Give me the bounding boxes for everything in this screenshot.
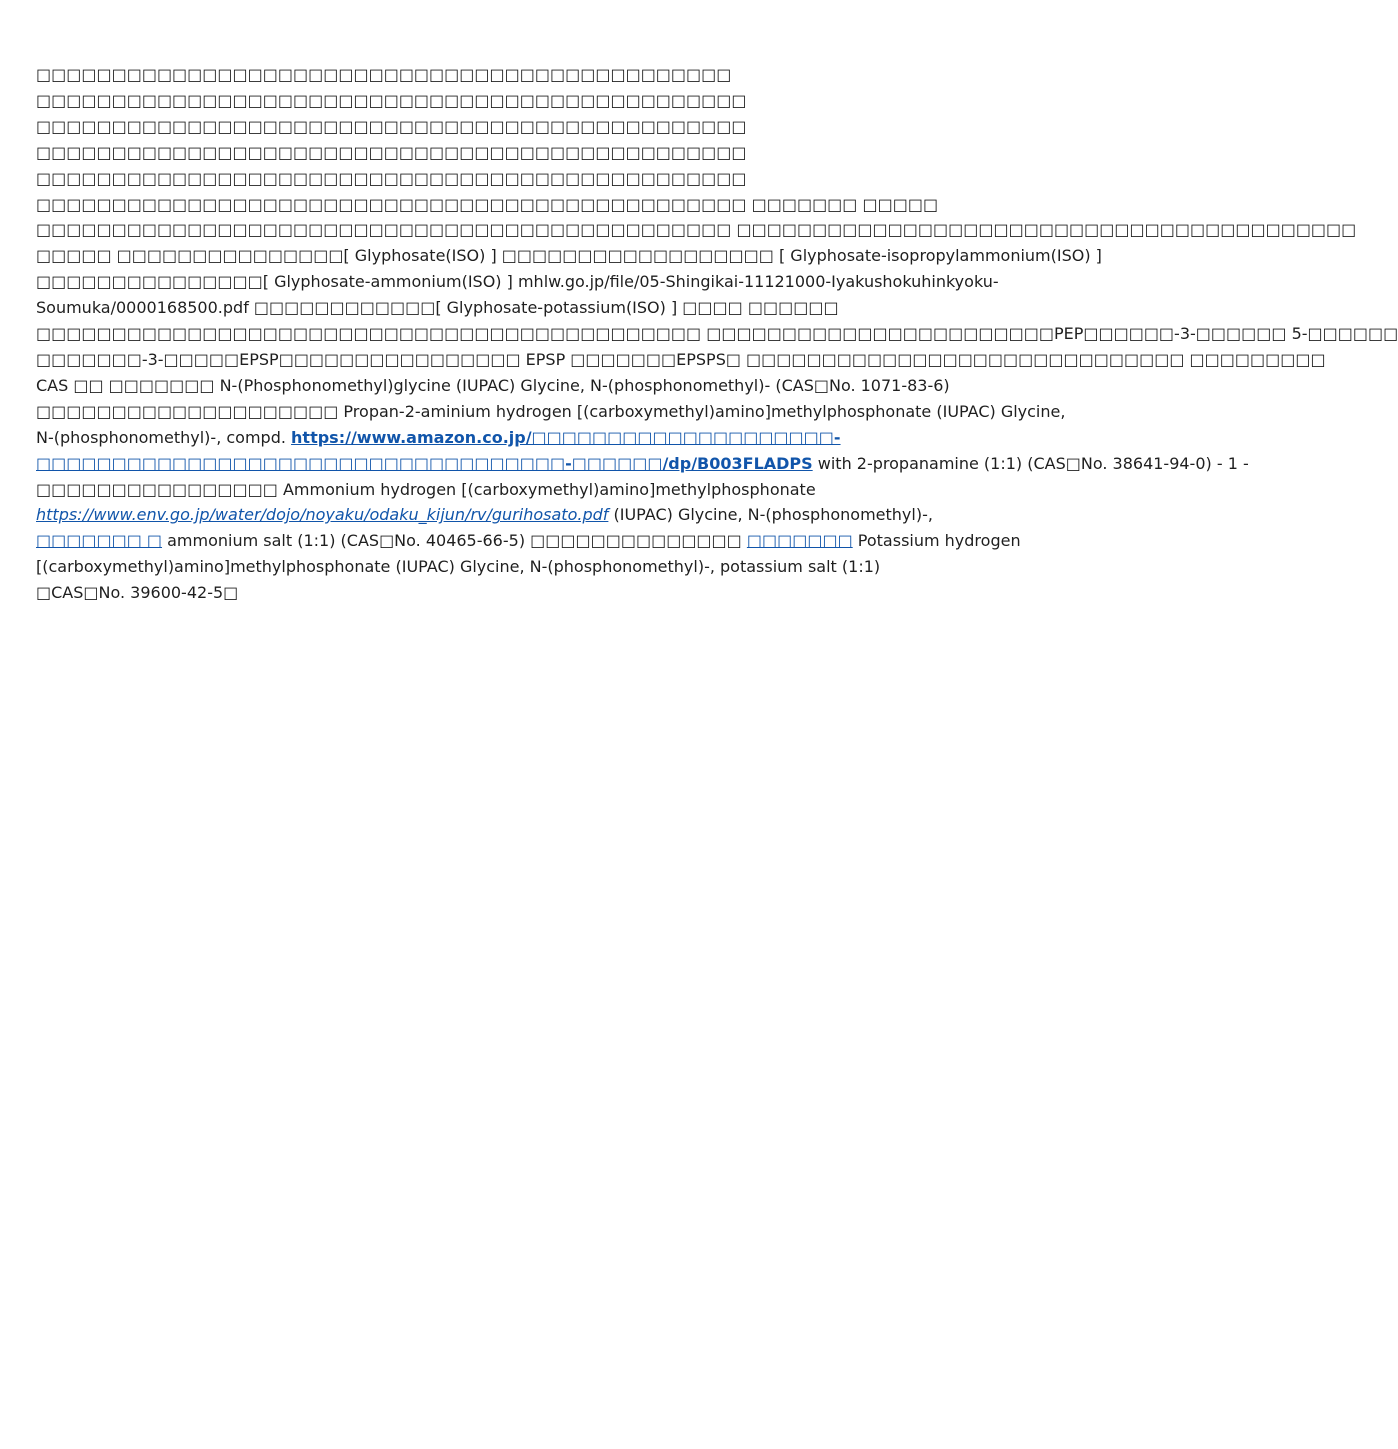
inline-link[interactable]: □□□□□□□ [746, 531, 853, 551]
text-line: □□□□□□□□□□□□□□□□ Ammonium hydrogen [(carboxymethyl)amino]methylphosphonate [36, 479, 816, 499]
text-line: □□□□□□□□□□□□□□□□□□□□□□□□□□□□□□□□□□□□□□□□□□□□□□□ [36, 142, 747, 162]
text-line: □□□□□□□□□□□□□□□□□□□□□□□□□□□□□□□□□□□□□□□□□□□□ □□□□□□□□□□□□□□□□□□□□□□□PEP□□□□□□-3-□□□□□□ 5-□□□□□□ [36, 324, 1398, 344]
text-line: □□□□□□□□□□□□□□□[ Glyphosate-ammonium(ISO) ] mhlw.go.jp/file/05-Shingikai-11121000-Iyakushokuhinkyoku- [36, 272, 999, 292]
text-segment: with 2-propanamine (1:1) (CAS□No. 38641-94-0) - 1 - [812, 453, 1249, 473]
text-line [36, 425, 994, 451]
text-line: □□□□□□□□□□□□□□□□□□□□□□□□□□□□□□□□□□□□□□□□□□□□□□ □□□□□□□□□□□□□□□□□□□□□□□□□□□□□□□□□□□□□□□□□ [36, 220, 1357, 240]
text-line [36, 502, 994, 528]
text-line: □□□□□□□□□□□□□□□□□□□□□□□□□□□□□□□□□□□□□□□□□□□□□□□ [36, 90, 747, 110]
text-line: □□□□□□□□□□□□□□□□□□□□□□□□□□□□□□□□□□□□□□□□□□□□□□□ □□□□□□□ □□□□□ [36, 194, 939, 214]
text-line: □□□□□□□□□□□□□□□□□□□□□□□□□□□□□□□□□□□□□□□□□□□□□□□ [36, 116, 747, 136]
text-line: □□□□□□□□□□□□□□□□□□□□□□□□□□□□□□□□□□□□□□□□□□□□□□□ [36, 168, 747, 188]
text-line: [(carboxymethyl)amino]methylphosphonate (IUPAC) Glycine, N-(phosphonomethyl)-, potassium salt (1:1) [36, 557, 881, 577]
document-body [36, 62, 1398, 606]
text-line: □□□□□□□□□□□□□□□□□□□□ Propan-2-aminium hydrogen [(carboxymethyl)amino]methylphosphonate (IUPAC) Glycine, [36, 401, 1066, 421]
text-line: □CAS□No. 39600-42-5□ [36, 583, 239, 603]
amazon-link[interactable]: https://www.amazon.co.jp/□□□□□□□□□□□□□□□□□□□□- [291, 427, 841, 447]
text-line: □□□□□ □□□□□□□□□□□□□□□[ Glyphosate(ISO) ] □□□□□□□□□□□□□□□□□□ [ Glyphosate-isopropylammonium(ISO) ] [36, 246, 1102, 266]
text-line [36, 528, 1021, 554]
text-segment: Potassium hydrogen [852, 531, 1021, 551]
env-pdf-link[interactable]: https://www.env.go.jp/water/dojo/noyaku/odaku_kijun/rv/gurihosato.pdf [36, 505, 609, 525]
text-line [36, 451, 1249, 477]
text-segment: (IUPAC) Glycine, N-(phosphonomethyl)-, [608, 505, 933, 525]
text-line: Soumuka/0000168500.pdf □□□□□□□□□□□□[ Glyphosate-potassium(ISO) ] □□□□ □□□□□□ [36, 298, 839, 318]
text-segment: ammonium salt (1:1) (CAS□No. 40465-66-5) □□□□□□□□□□□□□□ [162, 531, 747, 551]
text-line: □□□□□□□□□□□□□□□□□□□□□□□□□□□□□□□□□□□□□□□□□□□□□□ [36, 65, 732, 84]
inline-link[interactable]: □□□□□□□ □ [36, 531, 163, 551]
amazon-link-continued[interactable]: □□□□□□□□□□□□□□□□□□□□□□□□□□□□□□□□□□□-□□□□□□/dp/B003FLADPS [36, 453, 813, 473]
text-segment: N-(phosphonomethyl)-, compd. [36, 427, 292, 447]
text-line: CAS □□ □□□□□□□ N-(Phosphonomethyl)glycine (IUPAC) Glycine, N-(phosphonomethyl)- (CAS□No. 1071-83-6) [36, 375, 950, 395]
text-line: □□□□□□□-3-□□□□□EPSP□□□□□□□□□□□□□□□□ EPSP □□□□□□□EPSPS□ □□□□□□□□□□□□□□□□□□□□□□□□□□□□□ □□□□□□□□□ [36, 349, 1326, 369]
